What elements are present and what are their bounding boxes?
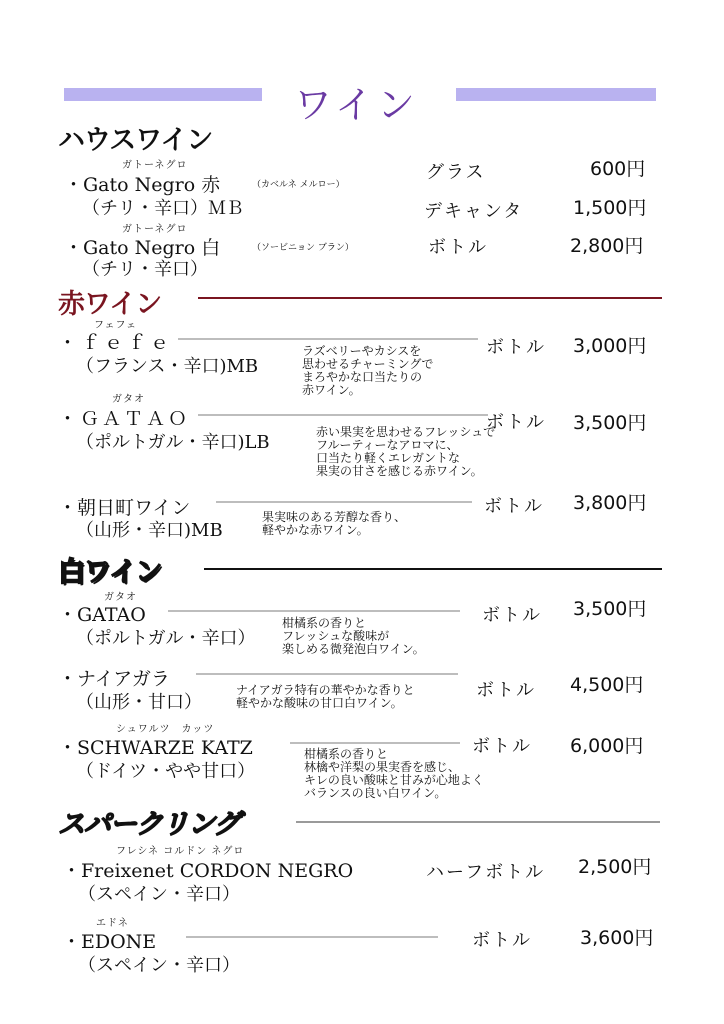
item-name: ・Gato Negro 白 [64, 237, 221, 259]
price-unit: ボトル [484, 496, 544, 517]
item-origin: （チリ・辛口）ＭＢ [82, 198, 244, 219]
price-unit: ボトル [482, 605, 542, 626]
price-value: 3,800円 [573, 492, 647, 514]
item-description: ラズベリーやカシスを 思わせるチャーミングで まろやかな口当たりの 赤ワイン。 [302, 344, 434, 397]
section-divider-white [204, 568, 662, 570]
item-name: ・EDONE [62, 931, 157, 953]
item-name: ・ｆｅｆｅ [58, 332, 174, 354]
price-value: 4,500円 [570, 674, 644, 696]
item-origin: （山形・辛口)MB [76, 520, 223, 541]
item-origin: （ポルトガル・辛口)LB [76, 432, 270, 453]
price-value: 3,500円 [573, 598, 647, 620]
price-unit: ハーフボトル [426, 862, 546, 883]
title-bar-left [64, 88, 262, 101]
section-heading-house: ハウスワイン [58, 125, 213, 156]
price-unit: ボトル [486, 337, 546, 358]
page-title: ワイン [294, 83, 419, 127]
section-heading-sparkling: スパークリング [58, 809, 240, 840]
item-origin: （ポルトガル・辛口） [76, 628, 256, 649]
item-description: ナイアガラ特有の華やかな香りと 軽やかな酸味の甘口白ワイン。 [236, 683, 415, 710]
item-ruby: ガタオ [112, 394, 145, 405]
leader-line [196, 673, 458, 675]
price-value: 1,500円 [573, 197, 647, 219]
price-value: 3,600円 [580, 927, 654, 949]
leader-line [186, 936, 438, 938]
item-name: ・SCHWARZE KATZ [58, 737, 253, 759]
leader-line [290, 742, 460, 744]
item-variety: （ソービニョン ブラン） [252, 243, 354, 253]
item-name: ・朝日町ワイン [58, 497, 191, 519]
item-ruby: フレシネ コルドン ネグロ [116, 846, 245, 857]
item-name: ・Gato Negro 赤 [64, 174, 221, 196]
price-unit: デキャンタ [424, 201, 524, 222]
leader-line [198, 414, 488, 416]
item-origin: （チリ・辛口） [82, 259, 208, 280]
price-value: 6,000円 [570, 735, 644, 757]
section-heading-white: 白ワイン [58, 557, 162, 588]
item-ruby: フェフェ [94, 320, 137, 331]
item-name: ・ＧＡＴＡＯ [58, 408, 191, 430]
price-value: 2,500円 [578, 856, 652, 878]
price-unit: ボトル [472, 930, 532, 951]
item-variety: （カベルネ メルロー） [252, 180, 345, 190]
leader-line [178, 338, 478, 340]
leader-line [216, 501, 472, 503]
item-ruby: エドネ [96, 918, 129, 929]
item-description: 赤い果実を思わせるフレッシュで フルーティーなアロマに、 口当たり軽くエレガントな 果実の甘さを感じる赤ワイン。 [316, 425, 496, 478]
item-description: 果実味のある芳醇な香り、 軽やかな赤ワイン。 [262, 510, 407, 537]
price-unit: ボトル [476, 680, 536, 701]
price-unit: ボトル [428, 237, 488, 258]
section-divider-sparkling [296, 821, 660, 823]
price-value: 3,000円 [573, 335, 647, 357]
price-value: 2,800円 [570, 235, 644, 257]
section-heading-red: 赤ワイン [58, 289, 162, 320]
price-unit: グラス [426, 162, 486, 183]
item-name: ・GATAO [58, 604, 146, 626]
item-ruby: ガタオ [104, 592, 137, 603]
price-value: 3,500円 [573, 412, 647, 434]
title-bar-right [456, 88, 656, 101]
leader-line [168, 610, 460, 612]
item-ruby: ガトーネグロ [122, 160, 188, 171]
item-description: 柑橘系の香りと フレッシュな酸味が 楽しめる微発泡白ワイン。 [282, 616, 425, 656]
item-origin: （フランス・辛口)MB [76, 356, 259, 377]
item-ruby: シュワルツ カッツ [116, 724, 215, 735]
item-name: ・Freixenet CORDON NEGRO [62, 860, 354, 882]
price-unit: ボトル [486, 412, 546, 433]
section-divider-red [198, 297, 662, 299]
price-unit: ボトル [472, 736, 532, 757]
item-origin: （山形・甘口） [76, 692, 202, 713]
item-origin: （ドイツ・やや甘口） [76, 761, 256, 782]
item-ruby: ガトーネグロ [122, 224, 188, 235]
item-origin: （スペイン・辛口） [78, 884, 240, 905]
item-origin: （スペイン・辛口） [78, 955, 240, 976]
item-description: 柑橘系の香りと 林檎や洋梨の果実香を感じ、 キレの良い酸味と甘みが心地よく バランスの良い白ワイン。 [304, 747, 484, 800]
price-value: 600円 [590, 158, 646, 180]
item-name: ・ナイアガラ [58, 668, 170, 690]
